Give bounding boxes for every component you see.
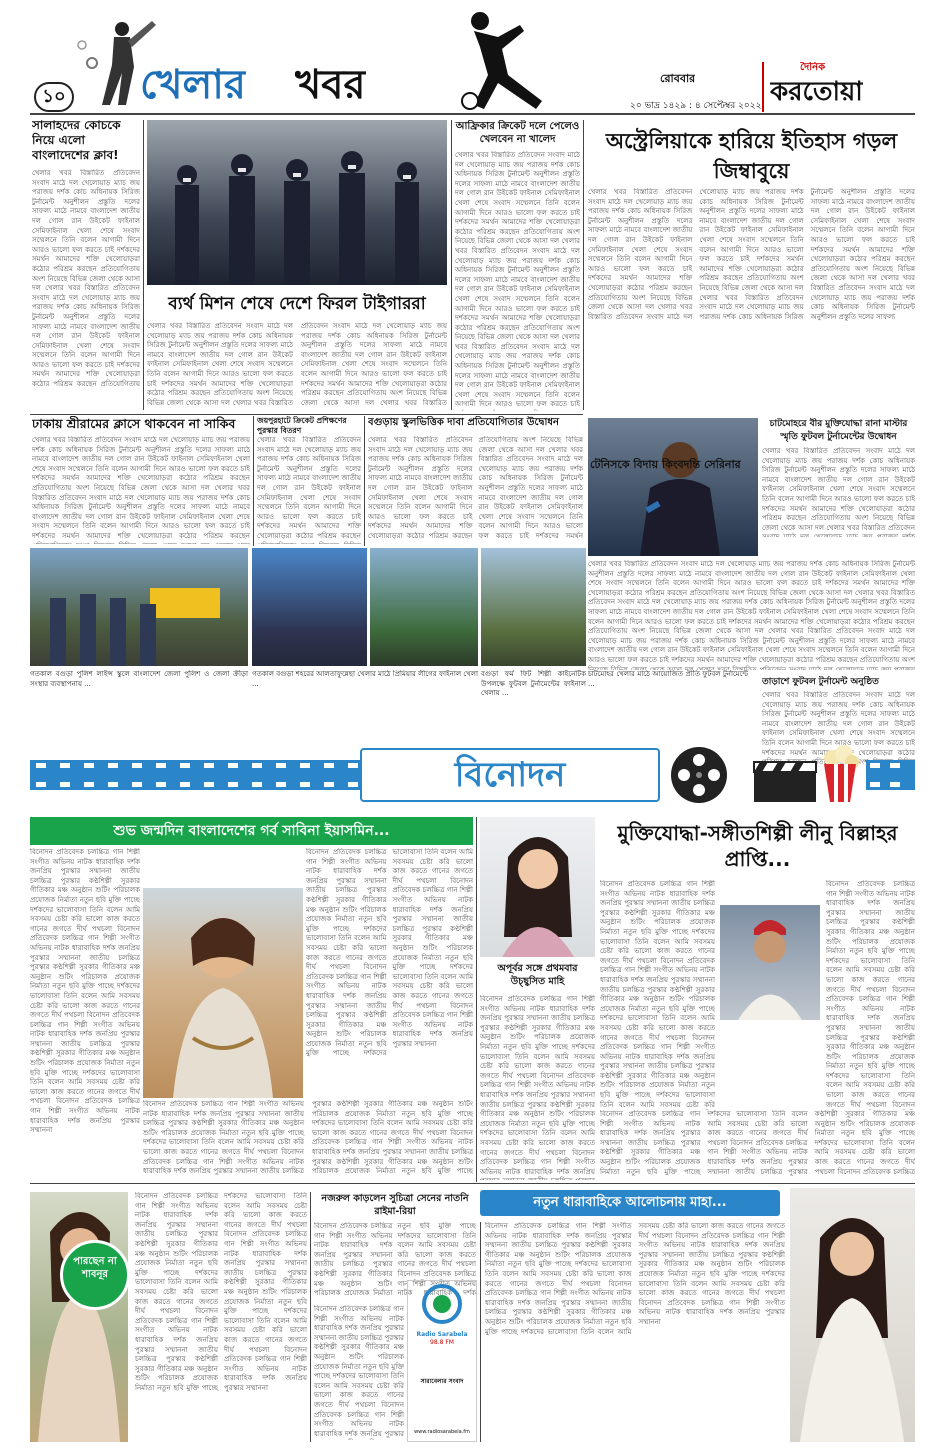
maha-headline: নতুন ধারাবাহিকে আলোচনায় মাহা...: [533, 1195, 727, 1210]
league-photo: [252, 548, 367, 666]
film-reel-icon: [666, 742, 736, 808]
school-cricket-body: [257, 436, 361, 544]
film-strip-left-icon: [30, 756, 360, 794]
masthead: [0, 0, 945, 115]
sabina-headline: শুভ জন্মদিন বাংলাদেশের গর্ব সাবিনা ইয়াসমিন...: [113, 823, 390, 839]
raima-headline: নজরুল কাড়লেন সুচিত্রা সেনের নাতনি রাইমা-রিয়া: [321, 1193, 469, 1217]
chatmohor-photo: [481, 548, 586, 666]
tigers-body: [147, 322, 447, 412]
tournament-photo: [370, 548, 478, 666]
linu-body-bottom: [600, 1110, 915, 1180]
africa-headline: আফ্রিকার ক্রিকেট দলে পেলেও খেলবেন না খালেদ: [455, 121, 580, 145]
australia-body: [588, 188, 915, 416]
salahuddin-body: [32, 169, 140, 389]
caption-3: বগুড়া ফর্ম ফিট শিল্পী কাইনেটিক উপলক্ষে ফুটবল টুর্নামেন্টের ফাইনাল খেলায় ...: [481, 670, 586, 698]
paper-name-logo: করতোয়া: [770, 77, 863, 107]
mahi-caption: অপূর্বর সঙ্গে প্রথমবার উচ্ছ্বসিত মাহি: [497, 963, 578, 987]
maha-headline-bar: [480, 1190, 780, 1216]
footballer-icon: [450, 5, 560, 115]
maha-photo: [790, 1188, 915, 1442]
radio-schedule-title: সারাবেলার সংবাদ: [420, 1378, 464, 1385]
sabina-headline-bar: [30, 817, 473, 845]
chatmohor-headline: চাটমোহরে বীর মুক্তিযোদ্ধা রানা মাস্টার স্মৃতি ফুটবল টুর্নামেন্টের উদ্বোধন: [769, 419, 908, 442]
caption-4: চাটমোহর খেলার মাঠে আয়োজিত প্রীতি ফুটবল টুর্নামেন্টে ...: [588, 670, 748, 688]
raima-body-left: [314, 1305, 404, 1440]
salahuddin-article: [32, 118, 140, 408]
issue-date: ২০ ভাদ্র ১৪২৯ : ৪ সেপ্টেম্বর ২০২২: [630, 101, 762, 111]
bogura-chess-body: [368, 436, 583, 544]
maha-body: [485, 1222, 785, 1442]
australia-headline: অস্ট্রেলিয়াকে হারিয়ে ইতিহাস গড়ল জিম্বাবুয়ে: [605, 129, 898, 183]
radio-sarabela-ad: [407, 1280, 477, 1442]
tigers-photo: [147, 120, 447, 285]
chatmohor-body: [762, 447, 915, 537]
issue-day: রোববার: [660, 72, 696, 85]
linu-headline: মুক্তিযোদ্ধা-সঙ্গীতশিল্পী লীনু বিল্লাহর প্রাপ্তি...: [617, 821, 898, 871]
page-number: ১০: [34, 82, 74, 112]
serena-body: [588, 560, 915, 670]
africa-article: [455, 120, 580, 412]
clapperboard-icon: [750, 758, 820, 804]
linu-photo: [720, 905, 820, 1020]
sabina-body-bottom: [143, 1100, 473, 1180]
section-title-khobor: খবর: [295, 62, 366, 108]
tarash-headline: তাড়াশে ফুটবল টুর্নামেন্ট অনুষ্ঠিত: [762, 677, 879, 687]
bogura-chess-headline: বগুড়ায় স্কুলভিত্তিক দাবা প্রতিযোগিতার উদ্বোধন: [368, 417, 559, 428]
entertainment-banner: [30, 738, 915, 810]
serena-headline: টেনিসকে বিদায় কিংবদন্তি সেরিনার: [590, 458, 741, 471]
caption-2: গতকাল বগুড়া শহরের আলতাফুন্নেছা খেলার মাঠে প্রিমিয়ার লীগের ফাইনাল খেলা ...: [252, 670, 478, 688]
radio-logo-icon: [408, 1281, 476, 1327]
school-cricket-headline: জয়পুরহাটে ক্রিকেট প্রশিক্ষণের পুরস্কার বিতরণ: [257, 416, 347, 435]
linu-body-left: [600, 880, 715, 1110]
radio-url: www.radiosarabela.fm: [414, 1429, 470, 1435]
shabnur-badge: পারছেন না শাবনূর: [60, 1240, 130, 1310]
africa-body: [455, 151, 580, 411]
radio-freq: 98.8 FM: [430, 1339, 454, 1346]
linu-body-right: [826, 880, 915, 1110]
shabnur-photo: [30, 1192, 128, 1442]
film-strip-right-icon: [866, 756, 915, 794]
mahi-body: [480, 995, 595, 1180]
sakib-body: [32, 436, 250, 544]
serena-photo: [588, 418, 758, 556]
sabina-photo: [143, 888, 303, 1098]
sabina-body-mid: [306, 848, 473, 1138]
salahuddin-headline: সালাহদের কোচকে নিয়ে এলো বাংলাদেশের ক্লাব!: [32, 118, 121, 162]
sakib-headline: ঢাকায় শ্রীরামের ক্লাসে থাকবেন না সাকিব: [32, 416, 236, 431]
mahi-photo: [480, 817, 595, 957]
caption-1: গতকাল বগুড়া পুলিশ লাইন্স স্কুলে বাংলাদেশ জেলা পুলিশ ও জেলা ক্রীড়া সংস্থার ব্যবস্থাপনায় ...: [30, 670, 248, 688]
tigers-headline: ব্যর্থ মিশন শেষে দেশে ফিরল টাইগাররা: [168, 294, 426, 314]
shabnur-body: [135, 1192, 307, 1442]
chatmohor-article: [762, 418, 915, 556]
police-photo: [30, 548, 248, 666]
entertainment-title: বিনোদন: [360, 748, 660, 802]
section-title-khelar: খেলার: [140, 62, 246, 108]
paper-small-label: দৈনিক: [800, 62, 826, 73]
popcorn-icon: [820, 744, 860, 804]
radio-name: Radio Sarabela: [416, 1331, 468, 1338]
sabina-body-left: [30, 848, 140, 1178]
